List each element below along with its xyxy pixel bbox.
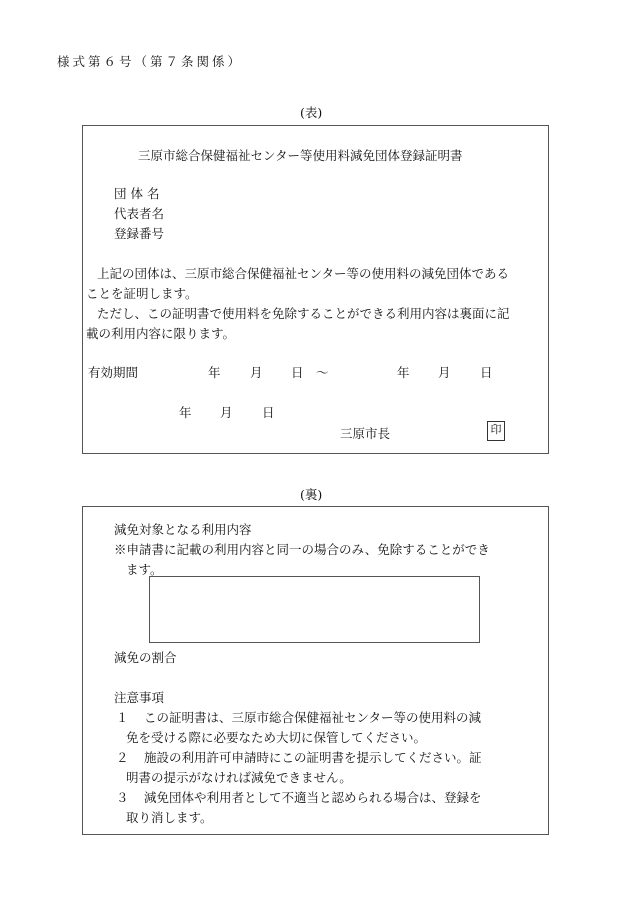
para1-line2: ことを証明します。 bbox=[86, 286, 198, 301]
back-side-label: (裏) bbox=[300, 487, 323, 502]
validity-month-start: 月 bbox=[250, 365, 263, 380]
certificate-title: 三原市総合保健福祉センター等使用料減免団体登録証明書 bbox=[138, 148, 463, 163]
para1-line1: 上記の団体は、三原市総合保健福祉センター等の使用料の減免団体である bbox=[97, 266, 510, 281]
note-line1: 減免団体や利用者として不適当と認められる場合は、登録を bbox=[144, 790, 482, 805]
para2-line2: 載の利用内容に限ります。 bbox=[86, 326, 236, 341]
validity-day-start: 日 bbox=[291, 365, 304, 380]
field-registration-number: 登録番号 bbox=[114, 226, 165, 241]
validity-year-start: 年 bbox=[208, 365, 221, 380]
validity-month-end: 月 bbox=[438, 365, 451, 380]
usage-note-line1: ※申請書に記載の利用内容と同一の場合のみ、免除することができ bbox=[114, 542, 490, 557]
form-number: 様式第６号（第７条関係） bbox=[57, 54, 244, 69]
ratio-heading: 減免の割合 bbox=[114, 650, 177, 665]
note-line1: この証明書は、三原市総合保健福祉センター等の使用料の減 bbox=[144, 710, 482, 725]
para2-line1: ただし、この証明書で使用料を免除することができる利用内容は裏面に記 bbox=[97, 306, 510, 321]
front-side-label: (表) bbox=[300, 105, 323, 120]
validity-day-end: 日 bbox=[480, 365, 493, 380]
note-line2: 免を受ける際に必要なため大切に保管してください。 bbox=[126, 730, 427, 745]
note-line1: 施設の利用許可申請時にこの証明書を提示してください。証 bbox=[144, 750, 482, 765]
usage-heading: 減免対象となる利用内容 bbox=[114, 522, 252, 537]
usage-content-box bbox=[149, 576, 480, 643]
notes-heading: 注意事項 bbox=[114, 690, 165, 705]
validity-label: 有効期間 bbox=[88, 365, 139, 380]
note-number: ３ bbox=[116, 790, 129, 805]
usage-note-line2: ます。 bbox=[126, 562, 163, 577]
note-line2: 取り消します。 bbox=[126, 810, 213, 825]
issuer-name: 三原市長 bbox=[340, 426, 391, 441]
note-number: ２ bbox=[116, 750, 129, 765]
seal-stamp: 印 bbox=[487, 421, 505, 441]
validity-tilde: ～ bbox=[316, 365, 329, 380]
validity-year-end: 年 bbox=[397, 365, 410, 380]
issue-day: 日 bbox=[262, 405, 275, 420]
issue-month: 月 bbox=[220, 405, 233, 420]
field-group-name: 団体名 bbox=[114, 186, 164, 201]
issue-year: 年 bbox=[179, 405, 192, 420]
note-line2: 明書の提示がなければ減免できません。 bbox=[126, 770, 352, 785]
field-representative: 代表者名 bbox=[114, 206, 165, 221]
note-number: １ bbox=[116, 710, 129, 725]
